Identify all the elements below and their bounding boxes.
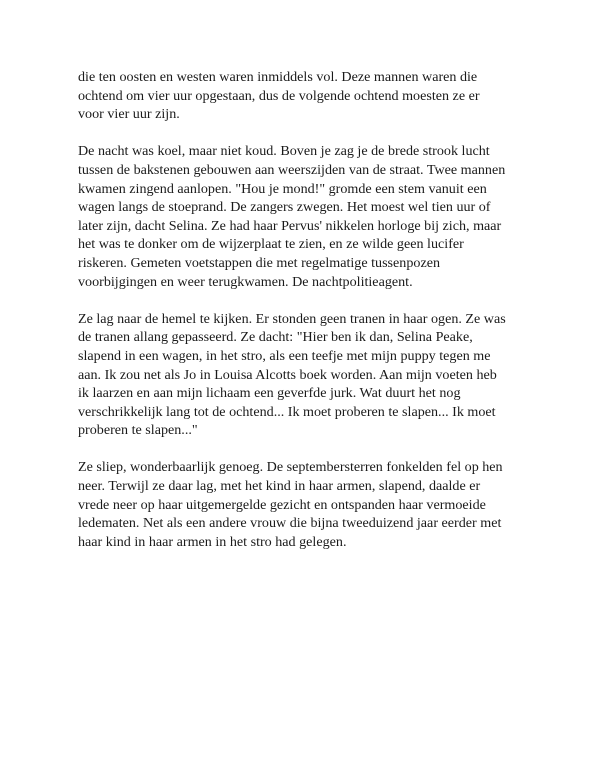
paragraph-1: die ten oosten en westen waren inmiddels vol. Deze mannen waren die ochtend om vier uur opgestaan, dus de volgende ochtend moesten ze er voor vier uur zijn.	[78, 69, 480, 123]
text-body	[78, 68, 530, 551]
paragraph-2: De nacht was koel, maar niet koud. Boven je zag je de brede strook lucht tussen de bakstenen gebouwen aan weerszijden van de straat. Twee mannen kwamen zingend aanlopen. "Hou je mond!" gromde een stem vanuit een wagen langs de stoeprand. De zangers zwegen. Het moest wel tien uur of later zijn, dacht Selina. Ze had haar Pervus' nikkelen horloge bij zich, maar het was te donker om de wijzerplaat te zien, en ze wilde geen lucifer riskeren. Gemeten voetstappen die met regelmatige tussenpozen voorbijgingen en weer terugkwamen. De nachtpolitieagent.	[78, 143, 506, 290]
paragraph-3: Ze lag naar de hemel te kijken. Er stonden geen tranen in haar ogen. Ze was de tranen allang gepasseerd. Ze dacht: "Hier ben ik dan, Selina Peake, slapend in een wagen, in het stro, als een teefje met mijn puppy tegen me aan. Ik zou net als Jo in Louisa Alcotts boek worden. Aan mijn voeten heb ik laarzen en aan mijn lichaam een geverfde jurk. Wat duurt het nog verschrikkelijk lang tot de ochtend... Ik moet proberen te slapen... Ik moet proberen te slapen..."	[78, 310, 506, 439]
paragraph-4: Ze sliep, wonderbaarlijk genoeg. De septembersterren fonkelden fel op hen neer. Terwijl ze daar lag, met het kind in haar armen, slapend, daalde er vrede neer op haar uitgemergelde gezicht en ontspanden haar vermoeide ledematen. Net als een andere vrouw die bijna tweeduizend jaar eerder met haar kind in haar armen in het stro had gelegen.	[78, 459, 503, 550]
